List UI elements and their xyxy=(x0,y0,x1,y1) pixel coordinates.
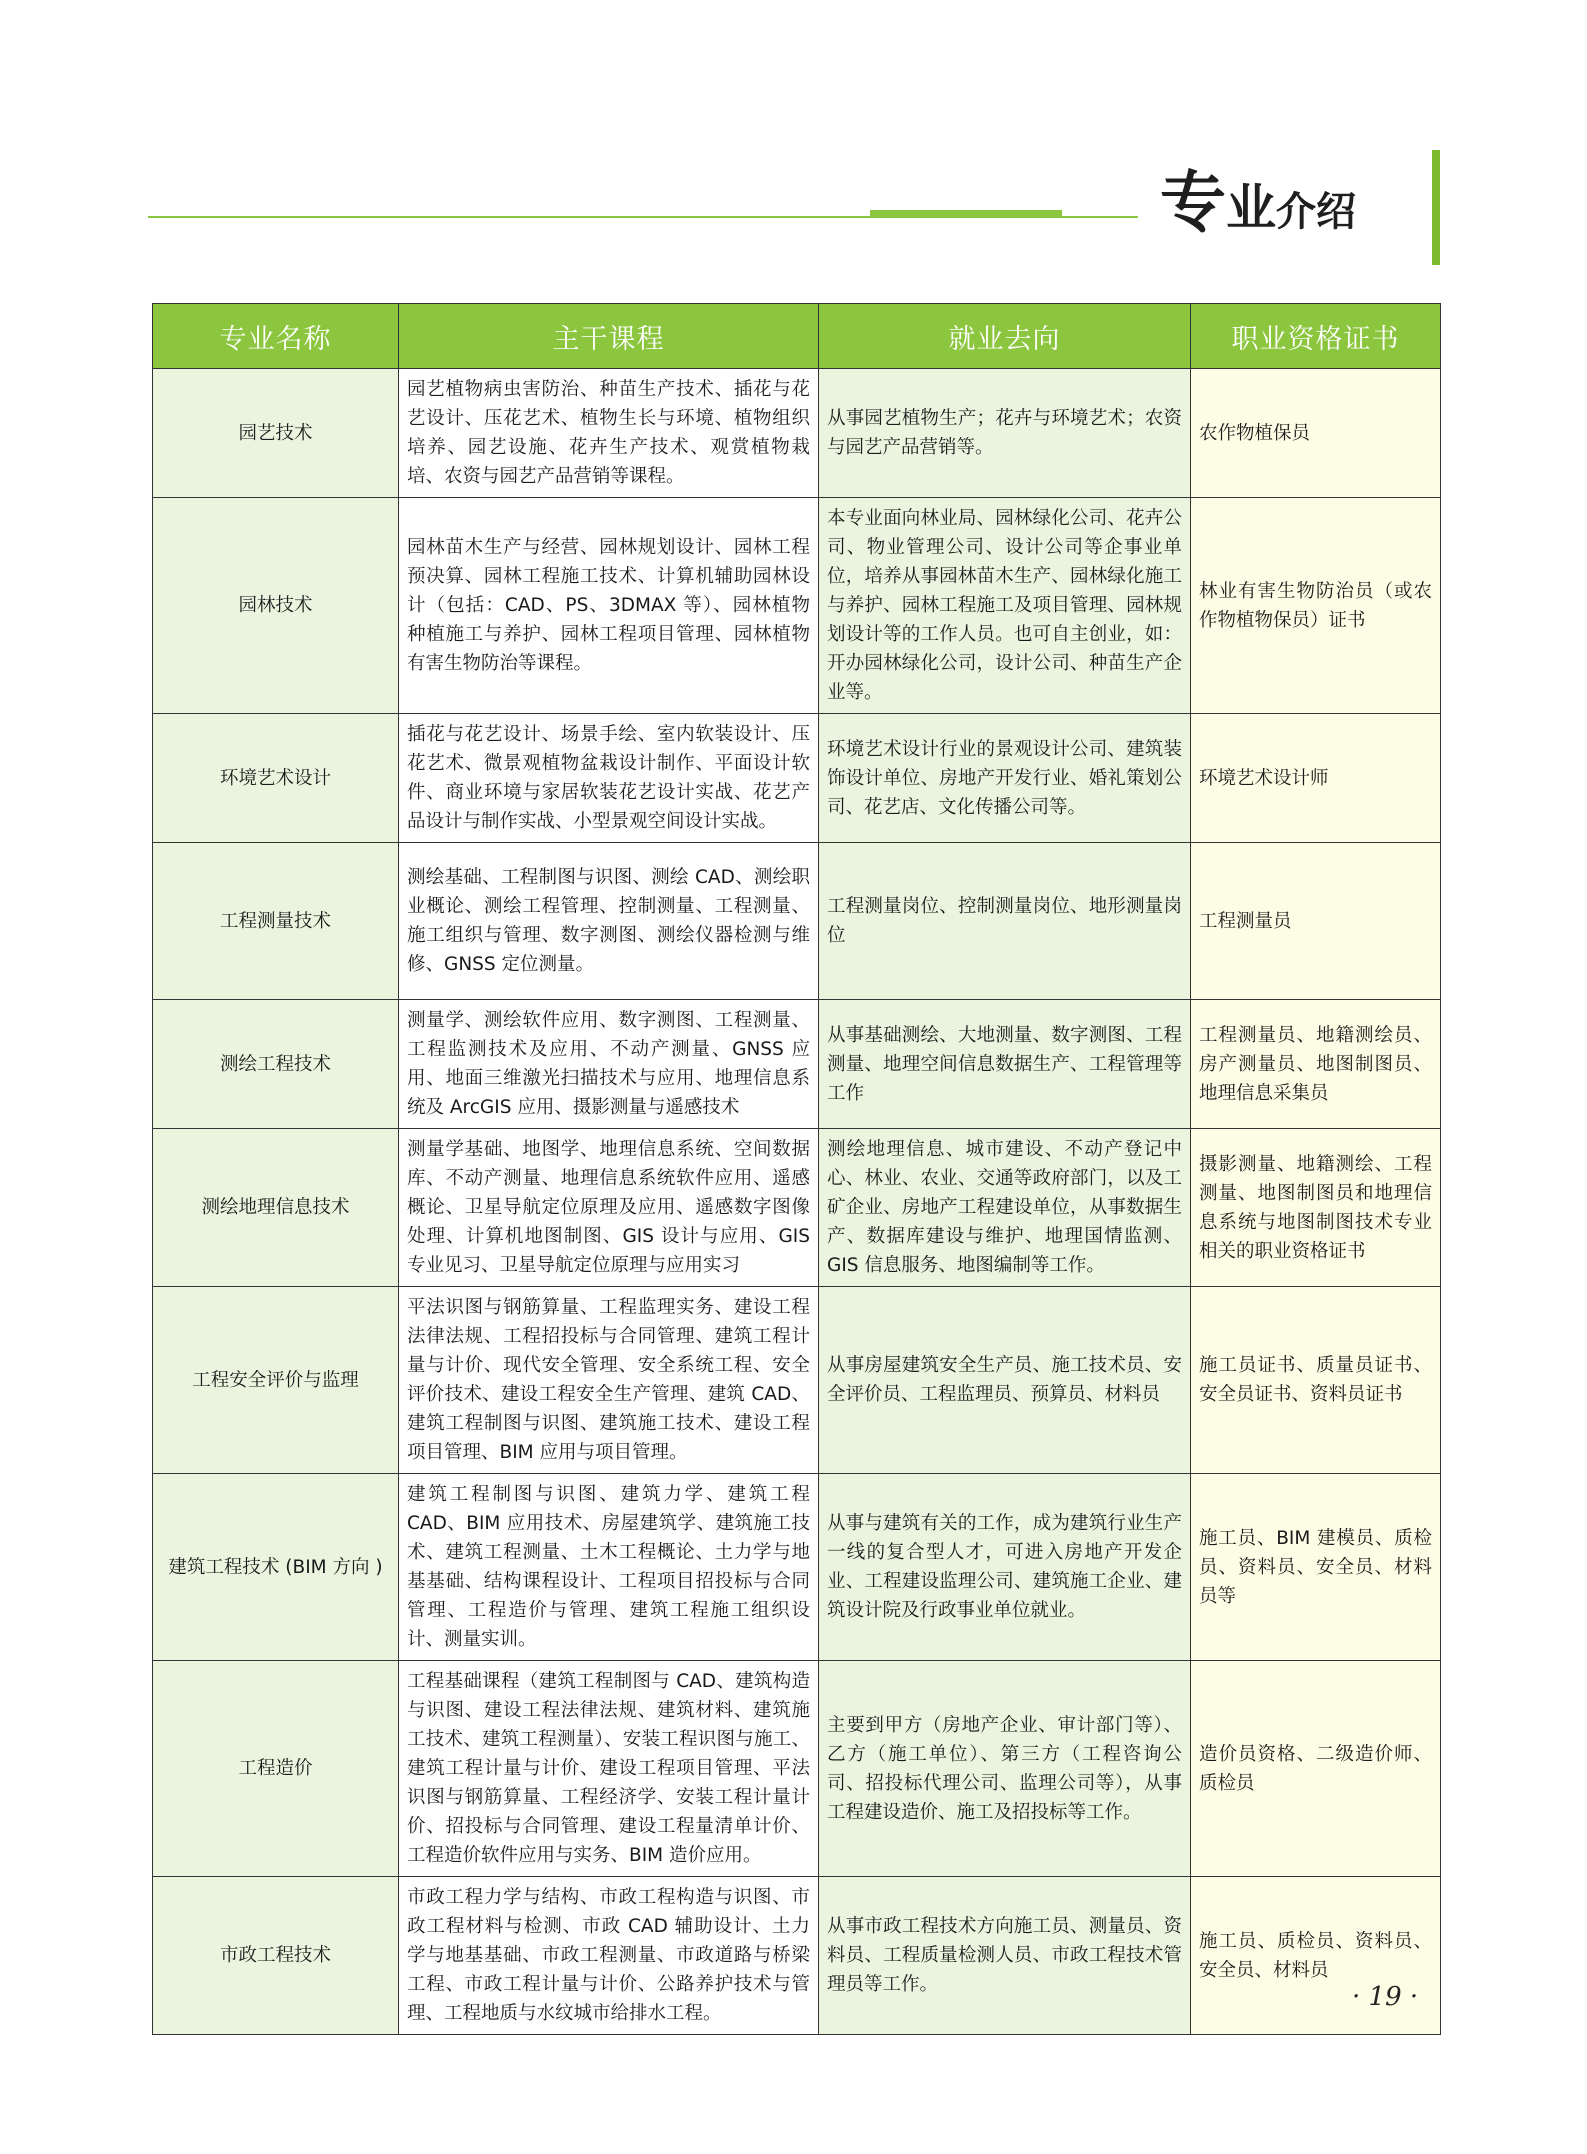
courses-cell: 平法识图与钢筋算量、工程监理实务、建设工程法律法规、工程招投标与合同管理、建筑工程计量与计价、现代安全管理、安全系统工程、安全评价技术、建设工程安全生产管理、建筑 CAD、建筑工程制图与识图、建筑施工技术、建设工程项目管理、BIM 应用与项目管理。 xyxy=(399,1287,819,1474)
table-row xyxy=(153,1474,1441,1661)
table-row xyxy=(153,714,1441,843)
courses-cell: 园艺植物病虫害防治、种苗生产技术、插花与花艺设计、压花艺术、植物生长与环境、植物组织培养、园艺设施、花卉生产技术、观赏植物栽培、农资与园艺产品营销等课程。 xyxy=(399,369,819,498)
major-name-cell: 建筑工程技术 (BIM 方向 ) xyxy=(153,1474,399,1661)
major-name-cell: 工程安全评价与监理 xyxy=(153,1287,399,1474)
title-part-2: 业 xyxy=(1226,179,1276,237)
courses-cell: 测量学、测绘软件应用、数字测图、工程测量、工程监测技术及应用、不动产测量、GNSS 应用、地面三维激光扫描技术与应用、地理信息系统及 ArcGIS 应用、摄影测量与遥感技术 xyxy=(399,1000,819,1129)
employment-cell: 从事市政工程技术方向施工员、测量员、资料员、工程质量检测人员、市政工程技术管理员等工作。 xyxy=(819,1877,1191,2035)
courses-cell: 市政工程力学与结构、市政工程构造与识图、市政工程材料与检测、市政 CAD 辅助设计、土力学与地基基础、市政工程测量、市政道路与桥梁工程、市政工程计量与计价、公路养护技术与管理、工程地质与水纹城市给排水工程。 xyxy=(399,1877,819,2035)
employment-cell: 从事与建筑有关的工作，成为建筑行业生产一线的复合型人才，可进入房地产开发企业、工程建设监理公司、建筑施工企业、建筑设计院及行政事业单位就业。 xyxy=(819,1474,1191,1661)
major-name-cell: 测绘工程技术 xyxy=(153,1000,399,1129)
courses-cell: 建筑工程制图与识图、建筑力学、建筑工程 CAD、BIM 应用技术、房屋建筑学、建筑施工技术、建筑工程测量、土木工程概论、土力学与地基基础、结构课程设计、工程项目招投标与合同管理、工程造价与管理、建筑工程施工组织设计、测量实训。 xyxy=(399,1474,819,1661)
major-name-cell: 工程造价 xyxy=(153,1661,399,1877)
certificate-cell: 工程测量员、地籍测绘员、房产测量员、地图制图员、地理信息采集员 xyxy=(1191,1000,1441,1129)
courses-cell: 测量学基础、地图学、地理信息系统、空间数据库、不动产测量、地理信息系统软件应用、遥感概论、卫星导航定位原理及应用、遥感数字图像处理、计算机地图制图、GIS 设计与应用、GIS 专业见习、卫星导航定位原理与应用实习 xyxy=(399,1129,819,1287)
header-main-courses: 主干课程 xyxy=(399,304,819,369)
major-name-cell: 测绘地理信息技术 xyxy=(153,1129,399,1287)
title-part-3: 介绍 xyxy=(1276,189,1356,235)
table-header-row xyxy=(153,304,1441,369)
certificate-cell: 环境艺术设计师 xyxy=(1191,714,1441,843)
major-name-cell: 市政工程技术 xyxy=(153,1877,399,2035)
table-row xyxy=(153,369,1441,498)
certificate-cell: 施工员、BIM 建模员、质检员、资料员、安全员、材料员等 xyxy=(1191,1474,1441,1661)
certificate-cell: 林业有害生物防治员（或农作物植物保员）证书 xyxy=(1191,498,1441,714)
employment-cell: 本专业面向林业局、园林绿化公司、花卉公司、物业管理公司、设计公司等企事业单位，培养从事园林苗木生产、园林绿化施工与养护、园林工程施工及项目管理、园林规划设计等的工作人员。也可自主创业，如：开办园林绿化公司，设计公司、种苗生产企业等。 xyxy=(819,498,1191,714)
employment-cell: 环境艺术设计行业的景观设计公司、建筑装饰设计单位、房地产开发行业、婚礼策划公司、花艺店、文化传播公司等。 xyxy=(819,714,1191,843)
employment-cell: 主要到甲方（房地产企业、审计部门等）、乙方（施工单位）、第三方（工程咨询公司、招投标代理公司、监理公司等），从事工程建设造价、施工及招投标等工作。 xyxy=(819,1661,1191,1877)
certificate-cell: 造价员资格、二级造价师、质检员 xyxy=(1191,1661,1441,1877)
page-title xyxy=(1160,164,1356,250)
table-row xyxy=(153,1287,1441,1474)
employment-cell: 工程测量岗位、控制测量岗位、地形测量岗位 xyxy=(819,843,1191,1000)
certificate-cell: 工程测量员 xyxy=(1191,843,1441,1000)
table-row xyxy=(153,1877,1441,2035)
certificate-cell: 施工员证书、质量员证书、安全员证书、资料员证书 xyxy=(1191,1287,1441,1474)
certificate-cell: 施工员、质检员、资料员、安全员、材料员 xyxy=(1191,1877,1441,2035)
certificate-cell: 农作物植保员 xyxy=(1191,369,1441,498)
header-major-name: 专业名称 xyxy=(153,304,399,369)
header-vertical-bar xyxy=(1432,150,1440,265)
employment-cell: 从事基础测绘、大地测量、数字测图、工程测量、地理空间信息数据生产、工程管理等工作 xyxy=(819,1000,1191,1129)
certificate-cell: 摄影测量、地籍测绘、工程测量、地图制图员和地理信息系统与地图制图技术专业相关的职业资格证书 xyxy=(1191,1129,1441,1287)
table-row xyxy=(153,1000,1441,1129)
major-name-cell: 工程测量技术 xyxy=(153,843,399,1000)
employment-cell: 从事房屋建筑安全生产员、施工技术员、安全评价员、工程监理员、预算员、材料员 xyxy=(819,1287,1191,1474)
title-part-1: 专 xyxy=(1160,164,1226,241)
table-row xyxy=(153,1661,1441,1877)
table-row xyxy=(153,843,1441,1000)
courses-cell: 插花与花艺设计、场景手绘、室内软装设计、压花艺术、微景观植物盆栽设计制作、平面设计软件、商业环境与家居软装花艺设计实战、花艺产品设计与制作实战、小型景观空间设计实战。 xyxy=(399,714,819,843)
employment-cell: 测绘地理信息、城市建设、不动产登记中心、林业、农业、交通等政府部门，以及工矿企业、房地产工程建设单位，从事数据生产、数据库建设与维护、地理国情监测、GIS 信息服务、地图编制等工作。 xyxy=(819,1129,1191,1287)
major-name-cell: 环境艺术设计 xyxy=(153,714,399,843)
header-employment: 就业去向 xyxy=(819,304,1191,369)
major-name-cell: 园林技术 xyxy=(153,498,399,714)
courses-cell: 测绘基础、工程制图与识图、测绘 CAD、测绘职业概论、测绘工程管理、控制测量、工程测量、施工组织与管理、数字测图、测绘仪器检测与维修、GNSS 定位测量。 xyxy=(399,843,819,1000)
header-rule-accent xyxy=(870,210,1062,217)
courses-cell: 园林苗木生产与经营、园林规划设计、园林工程预决算、园林工程施工技术、计算机辅助园林设计（包括：CAD、PS、3DMAX 等）、园林植物种植施工与养护、园林工程项目管理、园林植物有害生物防治等课程。 xyxy=(399,498,819,714)
header-certificates: 职业资格证书 xyxy=(1191,304,1441,369)
page-number: · 19 · xyxy=(1352,1982,1419,2012)
employment-cell: 从事园艺植物生产；花卉与环境艺术；农资与园艺产品营销等。 xyxy=(819,369,1191,498)
table-row xyxy=(153,1129,1441,1287)
majors-table xyxy=(152,303,1441,2035)
table-row xyxy=(153,498,1441,714)
major-name-cell: 园艺技术 xyxy=(153,369,399,498)
courses-cell: 工程基础课程（建筑工程制图与 CAD、建筑构造与识图、建设工程法律法规、建筑材料、建筑施工技术、建筑工程测量）、安装工程识图与施工、建筑工程计量与计价、建设工程项目管理、平法识图与钢筋算量、工程经济学、安装工程计量计价、招投标与合同管理、建设工程量清单计价、工程造价软件应用与实务、BIM 造价应用。 xyxy=(399,1661,819,1877)
